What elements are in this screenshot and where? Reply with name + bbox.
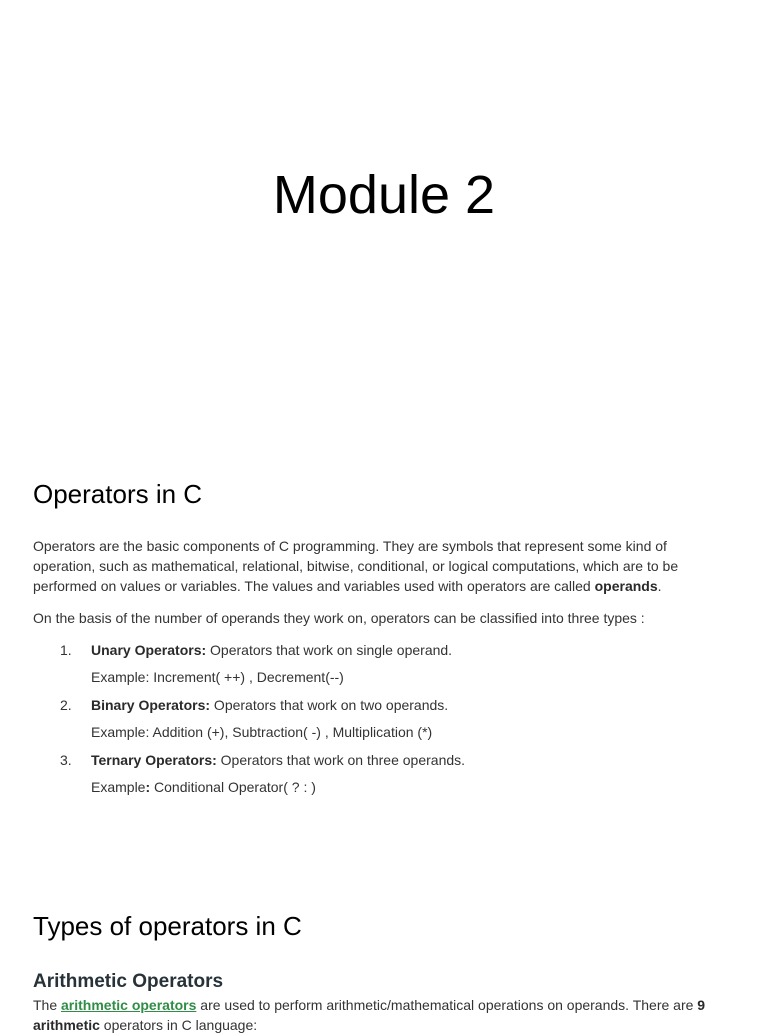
example-text: Conditional Operator( ? : )	[150, 779, 316, 795]
type-name: Binary Operators:	[91, 697, 211, 713]
subheading-arithmetic: Arithmetic Operators	[33, 971, 224, 992]
type-description-line	[91, 640, 452, 660]
arith-bold-end: arithmetic	[33, 1017, 100, 1033]
type-description: Operators that work on single operand.	[206, 642, 453, 658]
type-example-line	[91, 722, 432, 742]
type-example-line	[91, 667, 344, 687]
list-number: 1.	[60, 642, 72, 658]
example-label: Example	[91, 779, 146, 795]
basis-paragraph: On the basis of the number of operands they work on, operators can be classified into three types :	[33, 610, 645, 626]
module-title: Module 2	[272, 165, 496, 225]
type-example-line	[91, 777, 316, 797]
example-label: Example:	[91, 669, 150, 685]
arith-text-end: operators in C language:	[99, 1017, 258, 1033]
arith-count: 9	[697, 997, 706, 1013]
example-label: Example:	[91, 724, 150, 740]
intro-paragraph	[33, 536, 733, 596]
list-number: 3.	[60, 752, 72, 768]
arithmetic-operators-link[interactable]: arithmetic operators	[61, 997, 197, 1013]
example-colon: :	[145, 779, 151, 795]
section-heading-operators: Operators in C	[33, 479, 203, 509]
section-heading-types: Types of operators in C	[33, 911, 302, 941]
arith-text-before: The	[33, 997, 62, 1013]
list-number: 2.	[60, 697, 72, 713]
list-item-binary	[0, 695, 768, 750]
type-name: Unary Operators:	[91, 642, 207, 658]
intro-bold-operands: operands	[594, 578, 658, 594]
type-description-line	[91, 750, 465, 770]
operator-types-list	[0, 640, 768, 805]
example-text: Addition (+), Subtraction( -) , Multiplication (*)	[149, 724, 433, 740]
intro-end: .	[657, 578, 662, 594]
arith-text-after: are used to perform arithmetic/mathematical operations on operands. There are	[196, 997, 698, 1013]
arithmetic-paragraph	[33, 995, 733, 1035]
type-description: Operators that work on two operands.	[210, 697, 449, 713]
example-text: Increment( ++) , Decrement(--)	[149, 669, 344, 685]
list-item-unary	[0, 640, 768, 695]
type-description-line	[91, 695, 448, 715]
list-item-ternary	[0, 750, 768, 805]
intro-text: Operators are the basic components of C programming. They are symbols that represent some kind of operation, such as mathematical, relational, bitwise, conditional, or logical computations, which are to be performed on values or variables. The values and variables used with operators are called	[33, 538, 679, 594]
type-name: Ternary Operators:	[91, 752, 217, 768]
type-description: Operators that work on three operands.	[216, 752, 466, 768]
